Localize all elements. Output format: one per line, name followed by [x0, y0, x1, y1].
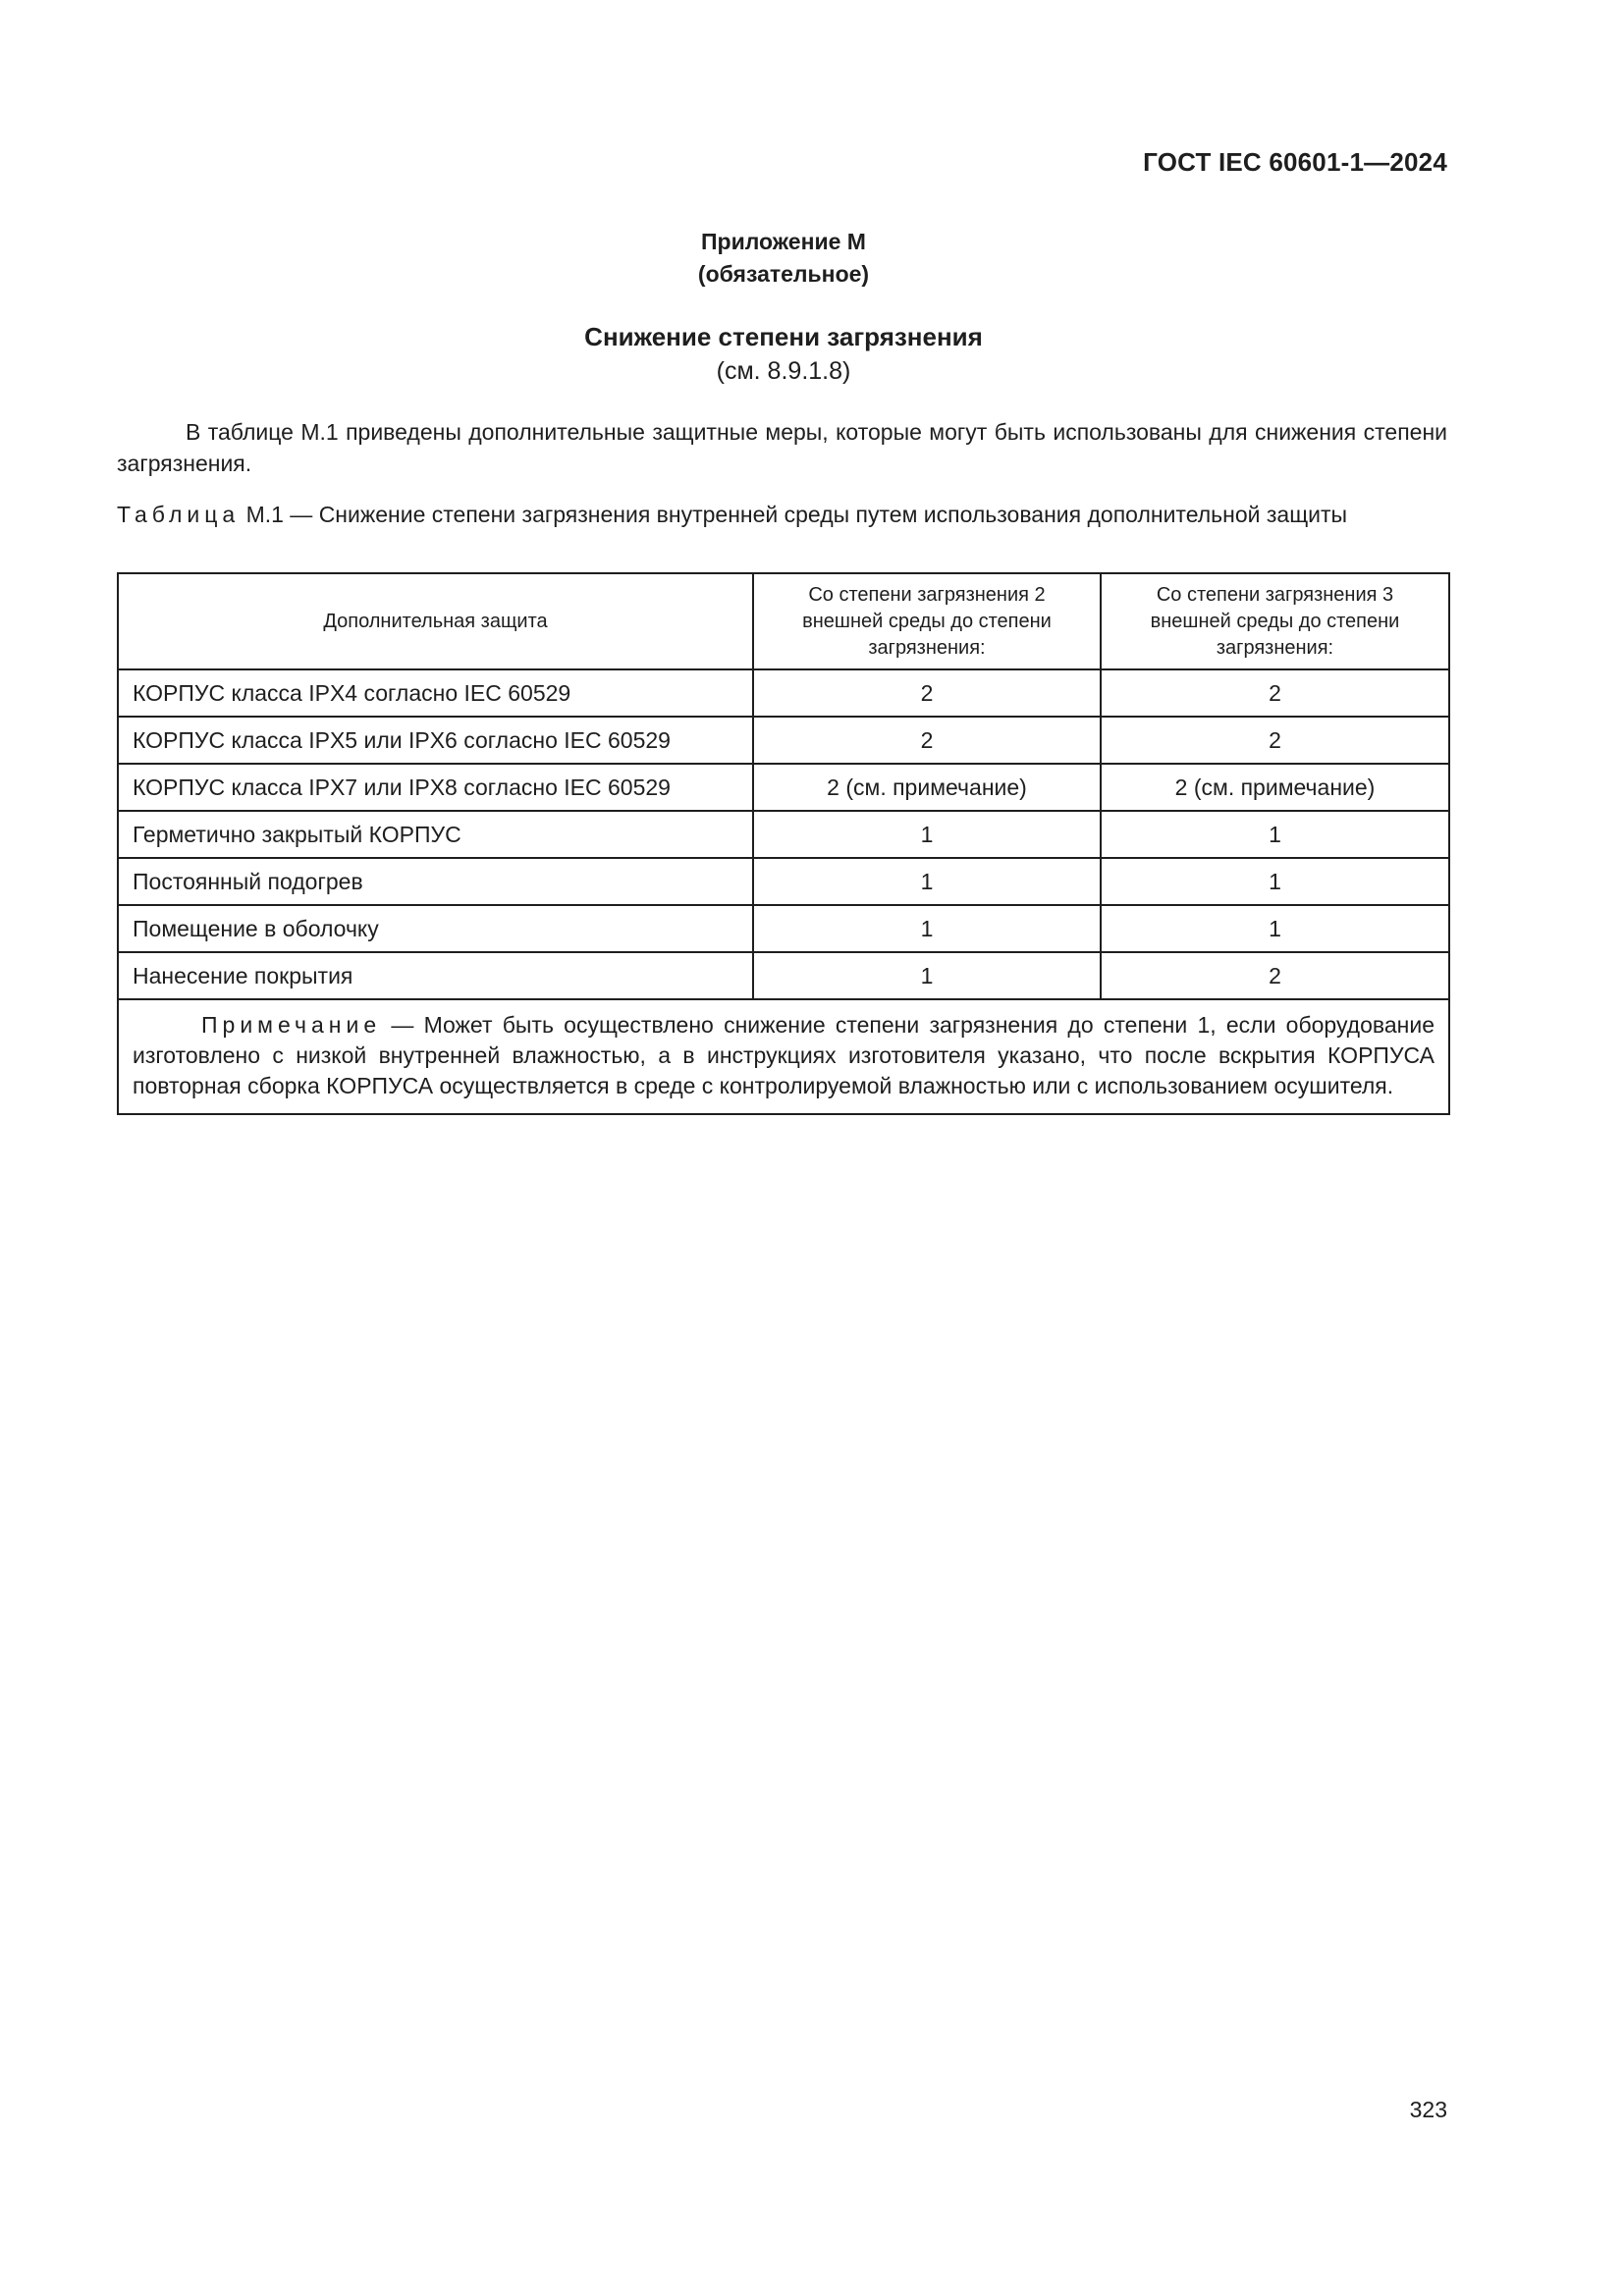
table-header-row: [118, 573, 1449, 669]
header-from-degree-2: Со степени загрязнения 2 внешней среды до степени загрязнения:: [753, 573, 1101, 669]
degree-3-cell: 1: [1101, 858, 1449, 905]
degree-2-cell: 2 (см. примечание): [753, 764, 1101, 811]
header-from-degree-3: Со степени загрязнения 3 внешней среды до степени загрязнения:: [1101, 573, 1449, 669]
document-code: ГОСТ IEC 60601-1—2024: [1143, 147, 1447, 177]
protection-table: [117, 572, 1450, 1115]
degree-3-cell: 2: [1101, 717, 1449, 764]
degree-3-cell: 2: [1101, 669, 1449, 717]
table-caption: [117, 499, 1447, 530]
table-caption-label: Таблица: [117, 502, 241, 527]
protection-cell: Постоянный подогрев: [118, 858, 753, 905]
title-reference: (см. 8.9.1.8): [716, 357, 851, 385]
protection-cell: КОРПУС класса IPX4 согласно IEC 60529: [118, 669, 753, 717]
degree-2-cell: 2: [753, 717, 1101, 764]
protection-cell: Нанесение покрытия: [118, 952, 753, 999]
note-label: Примечание: [201, 1012, 382, 1038]
table-row: [118, 811, 1449, 858]
intro-paragraph: В таблице М.1 приведены дополнительные защитные меры, которые могут быть использованы для снижения степени загрязнения.: [117, 419, 1447, 476]
degree-3-cell: 2: [1101, 952, 1449, 999]
protection-cell: Помещение в оболочку: [118, 905, 753, 952]
table-caption-text: М.1 — Снижение степени загрязнения внутренней среды путем использования дополнительной защиты: [240, 502, 1348, 527]
table-row: [118, 905, 1449, 952]
table-row: [118, 764, 1449, 811]
degree-2-cell: 1: [753, 905, 1101, 952]
protection-cell: КОРПУС класса IPX5 или IPX6 согласно IEC 60529: [118, 717, 753, 764]
page-title: Снижение степени загрязнения: [584, 322, 983, 351]
degree-3-cell: 1: [1101, 811, 1449, 858]
degree-3-cell: 1: [1101, 905, 1449, 952]
page-number: 323: [1409, 2097, 1447, 2122]
degree-2-cell: 2: [753, 669, 1101, 717]
table-note-row: [118, 999, 1449, 1114]
table-row: [118, 717, 1449, 764]
degree-3-cell: 2 (см. примечание): [1101, 764, 1449, 811]
table-row: [118, 669, 1449, 717]
degree-2-cell: 1: [753, 858, 1101, 905]
appendix-label: Приложение М: [701, 229, 866, 254]
table-row: [118, 952, 1449, 999]
protection-cell: Герметично закрытый КОРПУС: [118, 811, 753, 858]
table-note: [118, 999, 1449, 1114]
appendix-heading: [0, 226, 1567, 291]
degree-2-cell: 1: [753, 811, 1101, 858]
note-text: — Может быть осуществлено снижение степени загрязнения до степени 1, если оборудование изготовлено с низкой внутренней влажностью, а в инструкциях изготовителя указано, что после вскрытия КОРПУСА повторная сборка КОРПУСА осуществляется в среде с контролируемой влажностью или с использованием осушителя.: [133, 1012, 1435, 1098]
table-row: [118, 858, 1449, 905]
appendix-status: (обязательное): [697, 261, 870, 287]
degree-2-cell: 1: [753, 952, 1101, 999]
section-title: [0, 319, 1567, 388]
header-additional-protection: Дополнительная защита: [118, 573, 753, 669]
protection-cell: КОРПУС класса IPX7 или IPX8 согласно IEC 60529: [118, 764, 753, 811]
